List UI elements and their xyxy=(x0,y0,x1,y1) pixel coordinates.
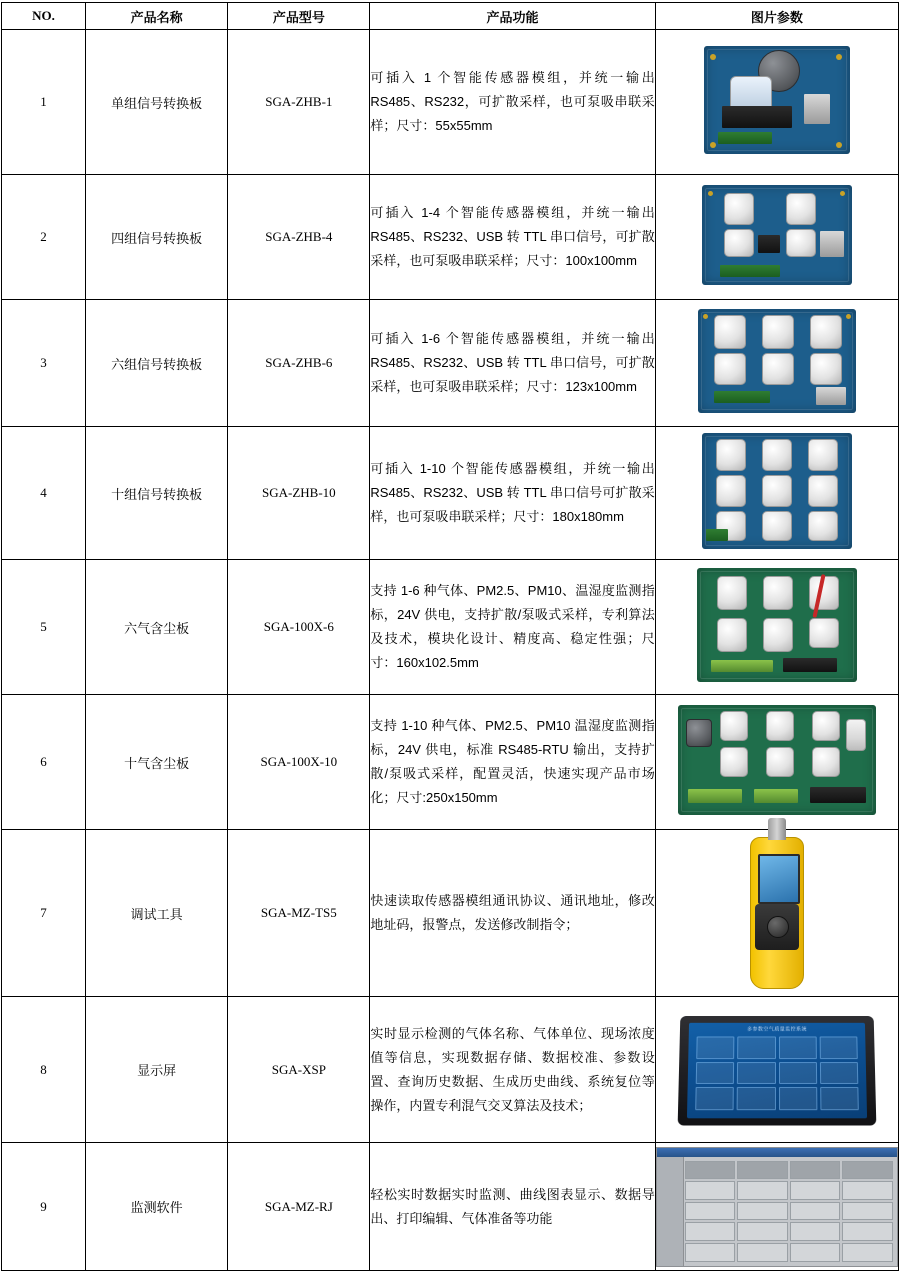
software-data-grid xyxy=(685,1161,893,1262)
software-title-bar xyxy=(657,1148,897,1157)
row-number: 3 xyxy=(2,300,86,427)
row-number: 1 xyxy=(2,30,86,175)
product-name: 六组信号转换板 xyxy=(86,300,228,427)
row-number: 6 xyxy=(2,695,86,830)
table-header xyxy=(2,3,899,30)
product-model: SGA-XSP xyxy=(228,997,370,1143)
table-row xyxy=(2,30,899,175)
product-name: 十组信号转换板 xyxy=(86,427,228,560)
product-name: 显示屏 xyxy=(86,997,228,1143)
row-number: 5 xyxy=(2,560,86,695)
display-panel xyxy=(687,1022,867,1117)
product-spec-sheet xyxy=(0,2,900,1268)
product-image-cell xyxy=(655,830,898,997)
product-name: 四组信号转换板 xyxy=(86,175,228,300)
product-model: SGA-100X-10 xyxy=(228,695,370,830)
product-function: 可插入 1-10 个智能传感器模组，并统一输出 RS485、RS232、USB 转 TTL 串口信号可扩散采样，也可泵吸串联采样；尺寸：180x180mm xyxy=(370,427,655,560)
six-channel-converter-board-image xyxy=(698,309,856,413)
column-header-image-parameters: 图片参数 xyxy=(655,3,898,30)
table-row xyxy=(2,830,899,997)
product-model: SGA-ZHB-10 xyxy=(228,427,370,560)
table-row xyxy=(2,695,899,830)
table-row xyxy=(2,175,899,300)
product-function: 轻松实时数据实时监测、曲线图表显示、数据导出、打印编辑、气体准备等功能 xyxy=(370,1143,655,1271)
product-function: 可插入 1-4 个智能传感器模组，并统一输出 RS485、RS232、USB 转 TTL 串口信号，可扩散采样，也可泵吸串联采样；尺寸：100x100mm xyxy=(370,175,655,300)
row-number: 2 xyxy=(2,175,86,300)
product-image-cell xyxy=(655,30,898,175)
column-header-no: NO. xyxy=(2,3,86,30)
row-number: 9 xyxy=(2,1143,86,1271)
product-table xyxy=(1,2,899,1271)
device-screen xyxy=(758,854,800,904)
product-function: 支持 1-10 种气体、PM2.5、PM10 温湿度监测指标，24V 供电，标准 RS485-RTU 输出，支持扩散/泵吸式采样，配置灵活，快速实现产品市场化；尺寸:250x150mm xyxy=(370,695,655,830)
single-channel-converter-board-image xyxy=(704,46,850,154)
product-image-cell xyxy=(655,695,898,830)
product-image-cell xyxy=(655,1143,898,1271)
table-row xyxy=(2,997,899,1143)
product-image-cell xyxy=(655,560,898,695)
table-row xyxy=(2,1143,899,1271)
touch-display-screen-image xyxy=(677,1016,876,1125)
product-image-cell xyxy=(655,997,898,1143)
software-body xyxy=(657,1157,897,1266)
product-name: 调试工具 xyxy=(86,830,228,997)
row-number: 8 xyxy=(2,997,86,1143)
product-model: SGA-100X-6 xyxy=(228,560,370,695)
product-image-cell xyxy=(655,175,898,300)
column-header-product-function: 产品功能 xyxy=(370,3,655,30)
table-header-row xyxy=(2,3,899,30)
row-number: 4 xyxy=(2,427,86,560)
six-gas-dust-board-image xyxy=(697,568,857,682)
product-name: 监测软件 xyxy=(86,1143,228,1271)
display-readout-grid xyxy=(695,1036,859,1110)
product-model: SGA-ZHB-1 xyxy=(228,30,370,175)
table-row xyxy=(2,427,899,560)
product-name: 十气含尘板 xyxy=(86,695,228,830)
ten-gas-dust-board-image xyxy=(678,705,876,815)
product-function: 可插入 1 个智能传感器模组，并统一输出 RS485、RS232，可扩散采样，也可泵吸串联采样；尺寸：55x55mm xyxy=(370,30,655,175)
four-channel-converter-board-image xyxy=(702,185,852,285)
product-model: SGA-ZHB-6 xyxy=(228,300,370,427)
product-name: 六气含尘板 xyxy=(86,560,228,695)
product-model: SGA-MZ-TS5 xyxy=(228,830,370,997)
product-name: 单组信号转换板 xyxy=(86,30,228,175)
software-sidebar xyxy=(657,1157,684,1266)
product-model: SGA-ZHB-4 xyxy=(228,175,370,300)
product-model: SGA-MZ-RJ xyxy=(228,1143,370,1271)
product-image-cell xyxy=(655,300,898,427)
gas-probe xyxy=(768,818,786,840)
table-body xyxy=(2,30,899,1271)
product-function: 实时显示检测的气体名称、气体单位、现场浓度值等信息，实现数据存储、数据校准、参数设置、查询历史数据、生成历史曲线、系统复位等操作，内置专利混气交叉算法及技术； xyxy=(370,997,655,1143)
monitoring-software-screenshot-image xyxy=(656,1147,898,1267)
column-header-product-name: 产品名称 xyxy=(86,3,228,30)
column-header-product-model: 产品型号 xyxy=(228,3,370,30)
table-row xyxy=(2,560,899,695)
navigation-knob xyxy=(767,916,789,938)
table-row xyxy=(2,300,899,427)
product-function: 支持 1-6 种气体、PM2.5、PM10、温湿度监测指标，24V 供电，支持扩散/泵吸式采样，专利算法及技术，模块化设计、精度高、稳定性强；尺寸：160x102.5mm xyxy=(370,560,655,695)
handheld-debug-tool-image xyxy=(750,837,804,989)
product-function: 可插入 1-6 个智能传感器模组，并统一输出 RS485、RS232、USB 转 TTL 串口信号，可扩散采样，也可泵吸串联采样；尺寸：123x100mm xyxy=(370,300,655,427)
row-number: 7 xyxy=(2,830,86,997)
product-function: 快速读取传感器模组通讯协议、通讯地址，修改地址码，报警点，发送修改制指令； xyxy=(370,830,655,997)
ten-channel-converter-board-image xyxy=(702,433,852,549)
product-image-cell xyxy=(655,427,898,560)
display-screen-title: 多参数空气质量监控系统 xyxy=(746,1026,807,1033)
